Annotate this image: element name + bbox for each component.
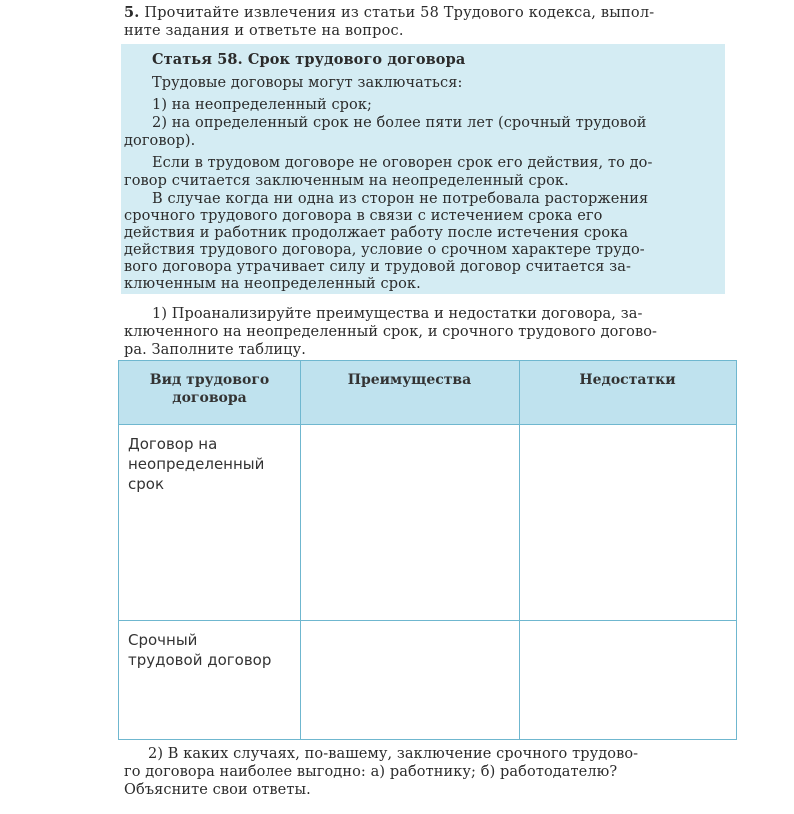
question2-line: го договора наиболее выгодно: а) работнику; б) работодателю? bbox=[124, 764, 618, 780]
header-contract-type bbox=[119, 371, 300, 407]
task-text-1: Прочитайте извлечения из статьи 58 Трудового кодекса, выпол- bbox=[144, 5, 655, 21]
article-line: срочного трудового договора в связи с истечением срока его bbox=[124, 208, 603, 224]
question2-line: 2) В каких случаях, по-вашему, заключение срочного трудово- bbox=[148, 746, 639, 762]
row-indefinite-contract bbox=[128, 434, 264, 494]
question1-line: ключенного на неопределенный срок, и срочного трудового догово- bbox=[124, 324, 658, 340]
article-line: действия и работник продолжает работу после истечения срока bbox=[124, 225, 629, 241]
article-line: В случае когда ни одна из сторон не потребовала расторжения bbox=[152, 191, 649, 207]
task-line-1 bbox=[124, 4, 724, 22]
header-advantages: Преимущества bbox=[347, 372, 472, 388]
article-line: Трудовые договоры могут заключаться: bbox=[152, 75, 463, 91]
header-disadvantages: Недостатки bbox=[579, 372, 676, 388]
article-line: вого договора утрачивает силу и трудовой договор считается за- bbox=[124, 259, 632, 275]
cell-text: Договор на bbox=[128, 435, 218, 453]
cell-text: неопределенный bbox=[128, 455, 265, 473]
article-line: действия трудового договора, условие о срочном характере трудо- bbox=[124, 242, 645, 258]
header-contract-type-line1: Вид трудового bbox=[149, 372, 270, 388]
cell-text: срок bbox=[128, 475, 165, 493]
article-line: 1) на неопределенный срок; bbox=[152, 97, 373, 113]
task-number: 5. bbox=[124, 4, 140, 21]
article-line: говор считается заключенным на неопределенный срок. bbox=[124, 173, 569, 189]
comparison-table bbox=[118, 360, 737, 740]
question1-line: ра. Заполните таблицу. bbox=[124, 342, 306, 358]
task-line-2: ните задания и ответьте на вопрос. bbox=[124, 23, 404, 39]
article-line: ключенным на неопределенный срок. bbox=[124, 276, 421, 292]
cell-text: трудовой договор bbox=[128, 651, 272, 669]
table-divider bbox=[519, 361, 520, 739]
row-fixed-term-contract bbox=[128, 630, 271, 670]
header-contract-type-line2: договора bbox=[172, 390, 247, 406]
table-divider bbox=[119, 620, 736, 621]
article-line: 2) на определенный срок не более пяти лет (срочный трудовой bbox=[152, 115, 647, 131]
question2-line: Объясните свои ответы. bbox=[124, 782, 311, 798]
table-divider bbox=[300, 361, 301, 739]
cell-text: Срочный bbox=[128, 631, 198, 649]
article-line: Если в трудовом договоре не оговорен срок его действия, то до- bbox=[152, 155, 653, 171]
question1-line: 1) Проанализируйте преимущества и недостатки договора, за- bbox=[152, 306, 643, 322]
article-title: Статья 58. Срок трудового договора bbox=[152, 51, 466, 68]
article-line: договор). bbox=[124, 133, 196, 149]
